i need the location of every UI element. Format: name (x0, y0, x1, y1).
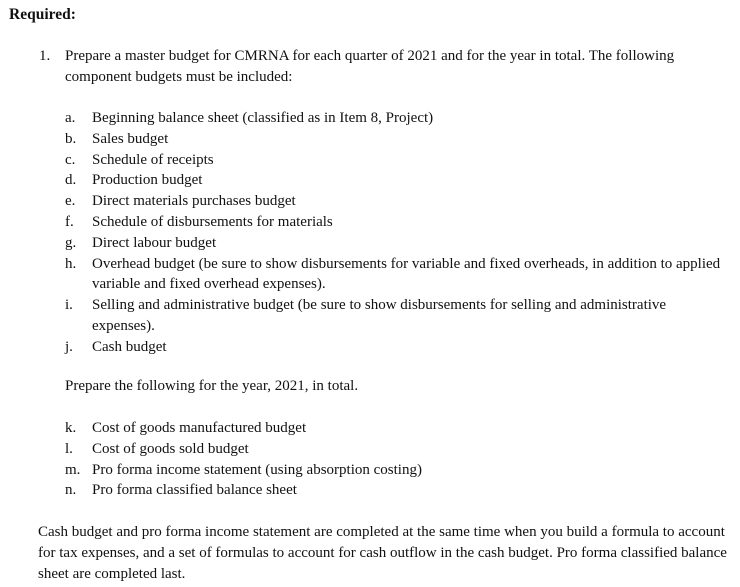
annual-instruction: Prepare the following for the year, 2021, in total. (65, 378, 359, 394)
list-marker: n. (65, 482, 77, 499)
component-budget-list (65, 108, 725, 358)
list-marker: b. (65, 130, 77, 147)
list-item (65, 191, 725, 212)
list-marker: h. (65, 255, 77, 272)
list-item-text: Cost of goods manufactured budget (92, 420, 307, 436)
list-item-text: Pro forma classified balance sheet (92, 482, 297, 499)
list-item (65, 129, 725, 150)
list-item (65, 460, 725, 481)
required-heading: Required: (9, 6, 76, 23)
list-marker: e. (65, 193, 76, 210)
list-marker: l. (65, 440, 73, 457)
list-item-text: Selling and administrative budget (be sure to show disbursements for selling and administrative expenses). (92, 297, 667, 334)
list-marker: d. (65, 172, 77, 189)
list-item (65, 108, 725, 129)
list-item-text: Schedule of disbursements for materials (92, 213, 333, 230)
list-item (65, 439, 725, 460)
list-marker: f. (65, 213, 74, 230)
list-item-text: Direct labour budget (92, 234, 217, 251)
list-marker: i. (65, 297, 73, 314)
list-item (65, 295, 725, 337)
list-item-text: Cost of goods sold budget (92, 440, 249, 457)
list-item (65, 233, 725, 254)
list-item-text: Production budget (92, 172, 203, 189)
list-item (65, 212, 725, 233)
list-item-text: Pro forma income statement (using absorption costing) (92, 461, 422, 478)
list-item-text: Overhead budget (be sure to show disbursements for variable and fixed overheads, in addition to applied variable and fixed overhead expenses). (92, 255, 721, 293)
list-item (65, 150, 725, 171)
list-item (65, 254, 725, 296)
list-item (65, 480, 725, 501)
list-item-text: Cash budget (92, 338, 167, 355)
list-item (65, 170, 725, 191)
list-item-text: Direct materials purchases budget (92, 193, 296, 210)
item-number: 1. (39, 48, 51, 64)
list-marker: j. (65, 338, 73, 355)
list-item (65, 337, 725, 358)
list-item-text: Sales budget (92, 130, 169, 147)
annual-budget-list (65, 418, 725, 501)
list-marker: k. (65, 420, 77, 436)
list-item-text: Beginning balance sheet (classified as in Item 8, Project) (92, 110, 434, 126)
list-marker: m. (65, 461, 81, 478)
item-instruction: Prepare a master budget for CMRNA for each quarter of 2021 and for the year in total. The following component budgets must be included: (65, 48, 675, 85)
list-marker: a. (65, 110, 76, 126)
list-marker: c. (65, 151, 76, 168)
closing-paragraph: Cash budget and pro forma income statement are completed at the same time when you build a formula to account for tax expenses, and a set of formulas to account for cash outflow in the cash budget. Pro forma classified balance sheet are completed last. (38, 524, 727, 582)
list-marker: g. (65, 234, 77, 251)
list-item-text: Schedule of receipts (92, 151, 214, 168)
list-item (65, 418, 725, 439)
